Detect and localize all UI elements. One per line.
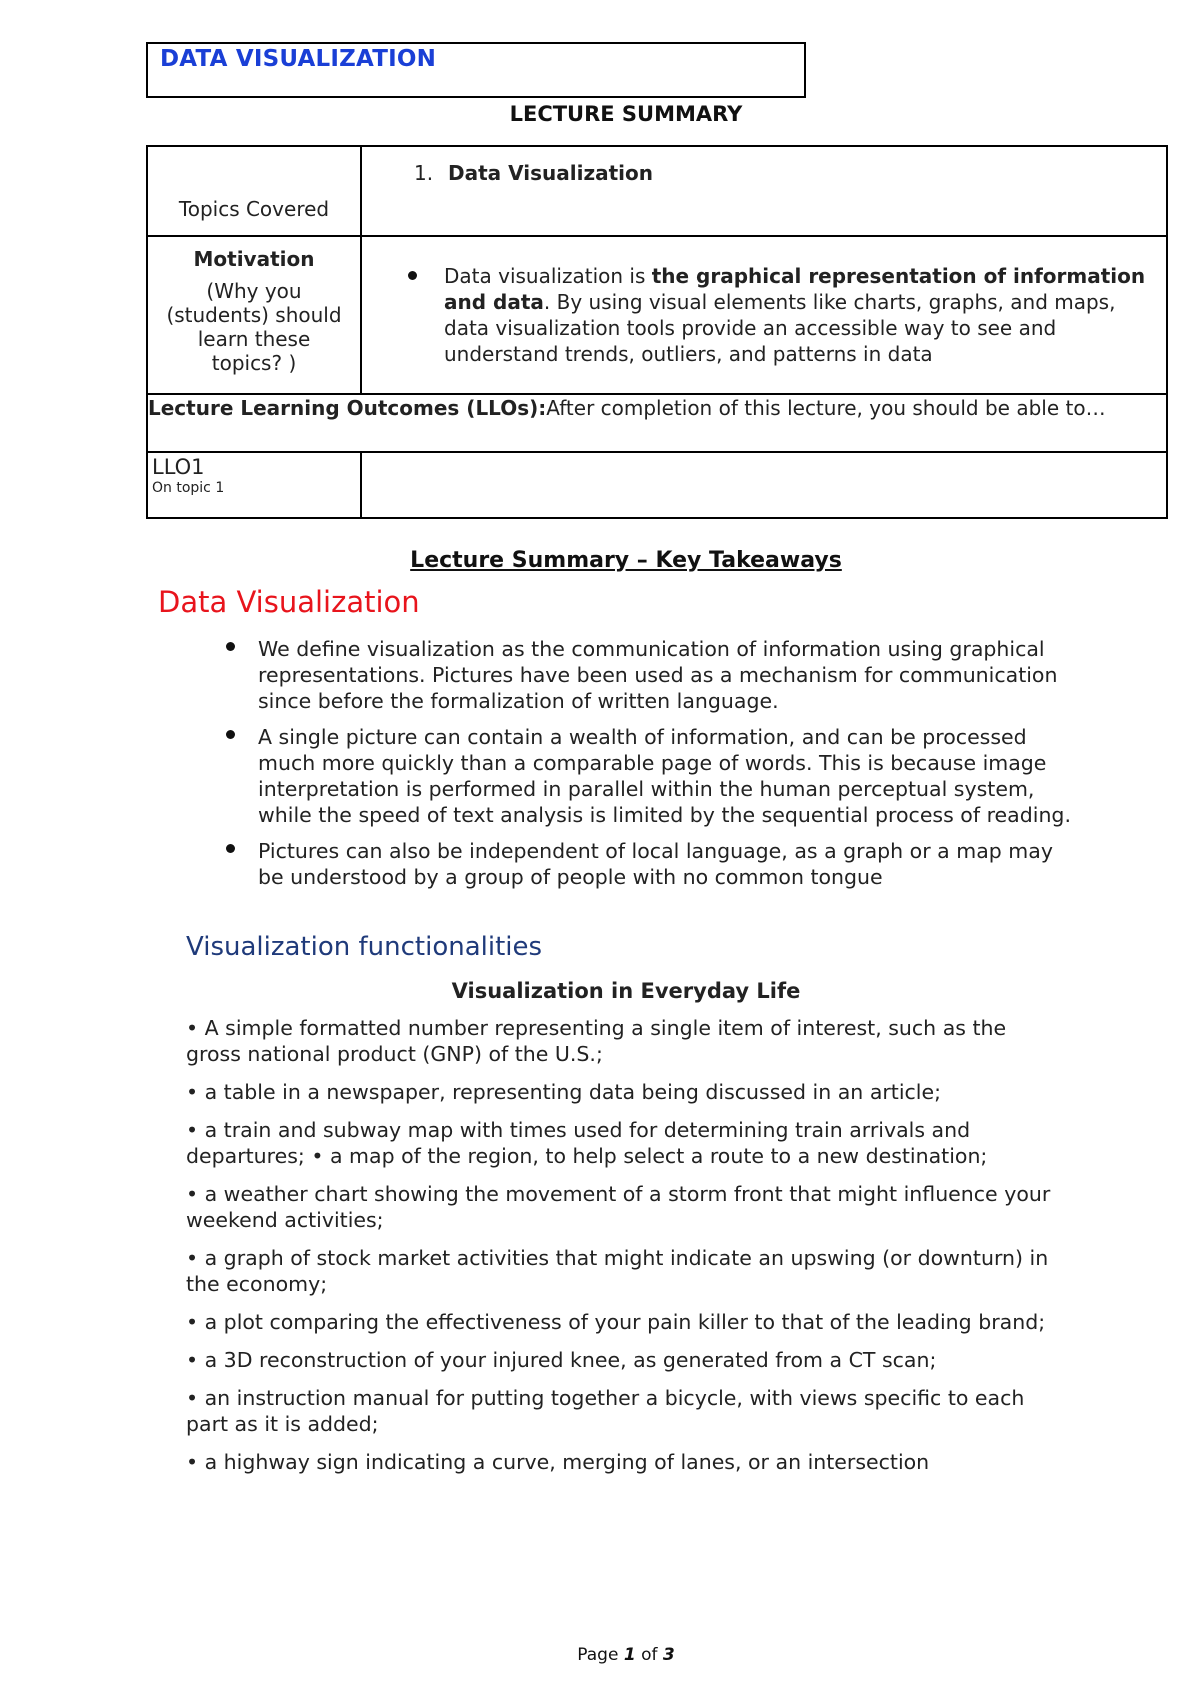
llo1-text-cell [361, 452, 1167, 518]
course-title: DATA VISUALIZATION [160, 46, 437, 72]
list-item: • a weather chart showing the movement of a storm front that might influence your weekend activities; [186, 1182, 1051, 1232]
bullet-icon [408, 271, 417, 280]
llo1-sublabel: On topic 1 [152, 480, 225, 496]
llo-intro: After completion of this lecture, you should be able to… [546, 396, 1106, 420]
section-heading: Data Visualization [158, 585, 420, 619]
motivation-text [408, 263, 1156, 367]
list-item [258, 838, 1078, 890]
motivation-title: Motivation [193, 247, 315, 271]
takeaway-bullets [258, 636, 1078, 900]
everyday-life-heading: Visualization in Everyday Life [451, 979, 801, 1003]
topic-number: 1. [414, 161, 434, 185]
page-footer [0, 1645, 1200, 1665]
llo1-row [147, 452, 1167, 518]
list-item: • a highway sign indicating a curve, merging of lanes, or an intersection [186, 1450, 930, 1474]
motivation-text-pre: Data visualization is [444, 264, 652, 288]
motivation-subtitle: (Why you (students) should learn these topics? ) [166, 279, 342, 375]
topics-row [147, 146, 1167, 236]
list-item-text: Pictures can also be independent of local language, as a graph or a map may be understood by a group of people with no common tongue [258, 839, 1053, 889]
summary-table [146, 145, 1168, 519]
list-item: • a 3D reconstruction of your injured knee, as generated from a CT scan; [186, 1348, 937, 1372]
list-item: • a train and subway map with times used for determining train arrivals and departures; • a map of the region, to help select a route to a new destination; [186, 1118, 988, 1168]
everyday-list [186, 1015, 1066, 1487]
motivation-text-bold: the graphical representation of information and data [444, 264, 1146, 314]
page-total: 3 [662, 1645, 675, 1665]
list-item: • A simple formatted number representing a single item of interest, such as the gross national product (GNP) of the U.S.; [186, 1016, 1007, 1066]
topics-label: Topics Covered [178, 197, 330, 221]
topic-text: Data Visualization [448, 161, 653, 185]
course-title-box [146, 42, 806, 98]
list-item: • a table in a newspaper, representing data being discussed in an article; [186, 1080, 942, 1104]
page-word: Page [577, 1645, 619, 1665]
list-item-text: We define visualization as the communication of information using graphical representations. Pictures have been used as a mechanism for communication since before the formalization of written language. [258, 637, 1058, 713]
llo-heading-row [147, 394, 1167, 452]
motivation-row [147, 236, 1167, 394]
motivation-label-cell [147, 236, 361, 394]
list-item-text: A single picture can contain a wealth of information, and can be processed much more quickly than a comparable page of words. This is because image interpretation is performed in parallel within the human perceptual system, while the speed of text analysis is limited by the sequential process of reading. [258, 725, 1071, 827]
bullet-icon [226, 642, 235, 651]
list-item: • a plot comparing the effectiveness of your pain killer to that of the leading brand; [186, 1310, 1046, 1334]
topics-label-cell [147, 146, 361, 236]
list-item [258, 724, 1078, 828]
list-item: • a graph of stock market activities that might indicate an upswing (or downturn) in the economy; [186, 1246, 1049, 1296]
llo-heading: Lecture Learning Outcomes (LLOs): [148, 396, 547, 420]
list-item [258, 636, 1078, 714]
list-item: • an instruction manual for putting together a bicycle, with views specific to each part as it is added; [186, 1386, 1025, 1436]
llo1-label-cell [147, 452, 361, 518]
motivation-text-post: . By using visual elements like charts, graphs, and maps, data visualization tools provide an accessible way to see and understand trends, outliers, and patterns in data [444, 290, 1116, 366]
bullet-icon [226, 844, 235, 853]
page-number: 1 [623, 1645, 636, 1665]
takeaways-title: Lecture Summary – Key Takeaways [410, 548, 842, 573]
lecture-summary-heading: LECTURE SUMMARY [509, 102, 743, 126]
of-word: of [641, 1645, 658, 1665]
motivation-body-cell [361, 236, 1167, 394]
visualization-functionalities-heading: Visualization functionalities [186, 932, 543, 962]
llo1-label: LLO1 [152, 455, 205, 479]
topics-list-cell [361, 146, 1167, 236]
topic-item [362, 147, 1166, 221]
llo-heading-cell [147, 394, 1167, 452]
bullet-icon [226, 730, 235, 739]
